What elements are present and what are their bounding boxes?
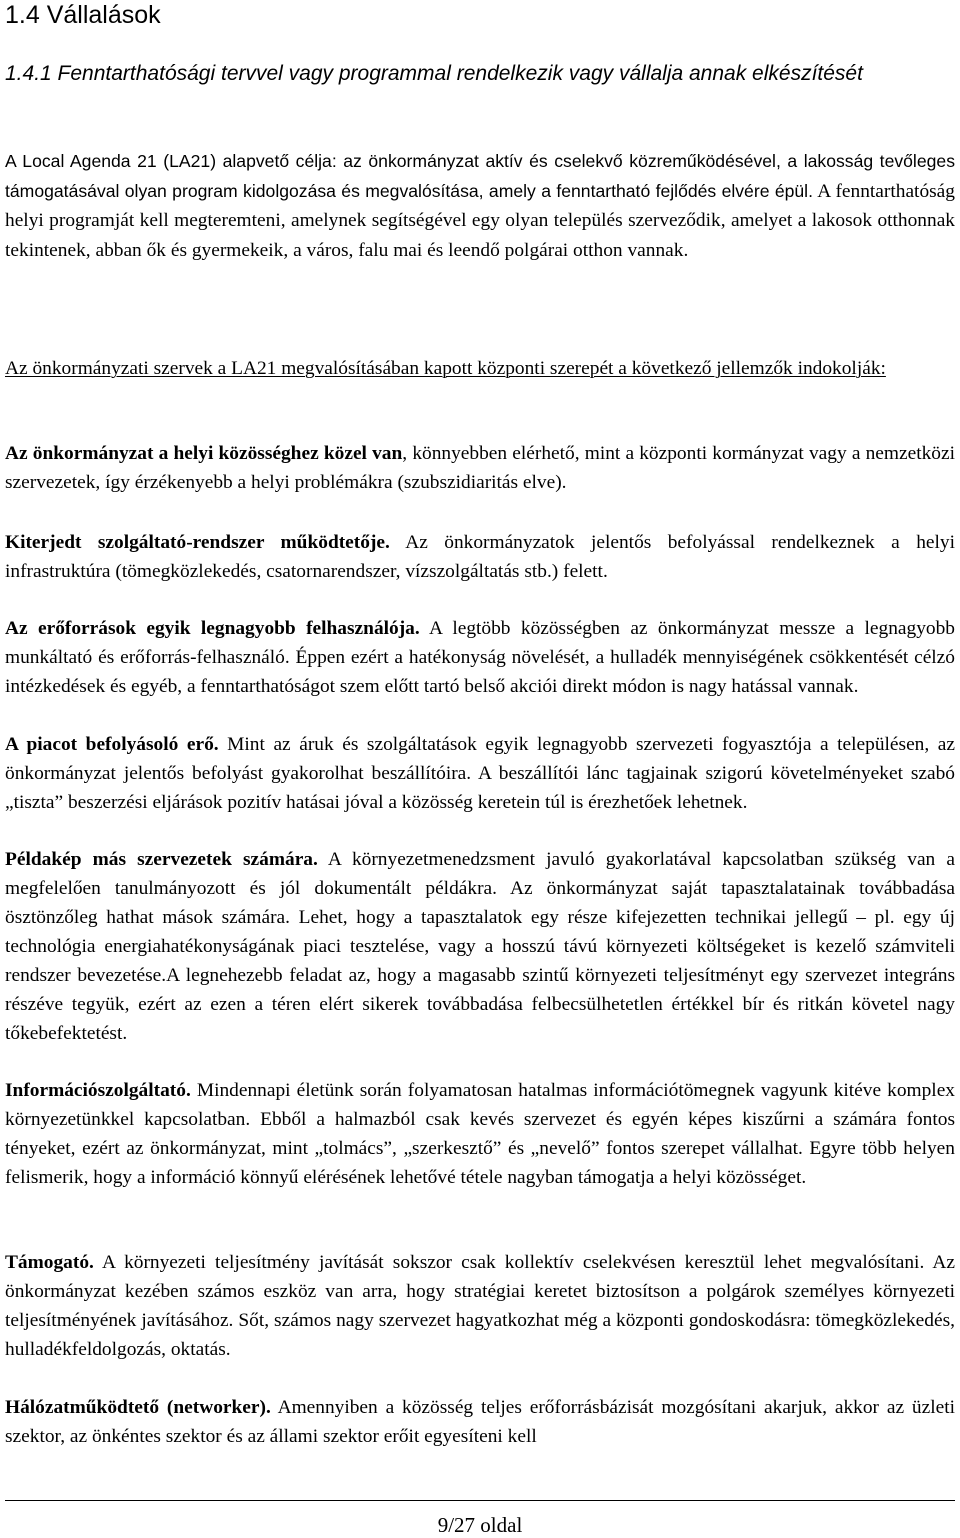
subsection-heading: 1.4.1 Fenntarthatósági tervvel vagy programmal rendelkezik vagy vállalja annak elkészítését	[5, 62, 863, 85]
role-item	[5, 1393, 955, 1451]
role-lead: Kiterjedt szolgáltató-rendszer működtetője.	[5, 532, 390, 553]
role-lead: A piacot befolyásoló erő.	[5, 734, 219, 755]
footer-divider	[5, 1500, 955, 1501]
role-text: Az önkormányzatok jelentős befolyással rendelkeznek a helyi infrastruktúra (tömegközlekedés, csatornarendszer, vízszolgáltatás stb.) felett.	[5, 532, 955, 582]
role-item	[5, 614, 955, 701]
role-item	[5, 1076, 955, 1192]
role-lead: Támogató.	[5, 1252, 94, 1273]
intro-serif-text: A fenntarthatóság helyi programját kell megteremteni, amelynek segítségével egy olyan település szerveződik, amelyet a lakosok otthonnak tekintenek, abban ők és gyermekeik, a város, falu mai és leendő polgárai otthon vannak.	[5, 180, 955, 261]
role-text: A legtöbb közösségben az önkormányzat messze a legnagyobb munkáltató és erőforrás-felhasználó. Éppen ezért a hatékonyság növelését, a hulladék mennyiségének csökkentését célzó intézkedések és egyéb, a fenntarthatóságot szem előtt tartó belső akciói direkt módon is nagy hatással vannak.	[5, 618, 956, 697]
role-lead: Az erőforrások egyik legnagyobb felhasználója.	[5, 618, 420, 639]
role-lead: Hálózatműködtető (networker).	[5, 1397, 271, 1418]
role-intro-text: Az önkormányzati szervek a LA21 megvalósításában kapott központi szerepét a következő jellemzők indokolják:	[5, 358, 886, 379]
role-item	[5, 845, 955, 1048]
role-text: Mint az áruk és szolgáltatások egyik legnagyobb szervezeti fogyasztója a településen, az önkormányzat jelentős befolyást gyakorolhat beszállítóira. A beszállítói lánc tagjainak szigorú követelményeket szabó „tiszta” beszerzési eljárások pozitív hatásai jóval a közösség keretein túl is érezhetőek lehetnek.	[5, 734, 955, 813]
role-lead: Példakép más szervezetek számára.	[5, 849, 318, 870]
role-item	[5, 1248, 955, 1364]
intro-sans-text: A Local Agenda 21 (LA21) alapvető célja: az önkormányzat aktív és cselekvő közreműködésével, a lakosság tevőleges támogatásával olyan program kidolgozása és megvalósítása, amely a fenntartható fejlődés elvére épül.	[5, 151, 955, 201]
role-item	[5, 528, 955, 586]
role-item	[5, 730, 955, 817]
section-heading: 1.4 Vállalások	[5, 1, 161, 29]
role-text: Mindennapi életünk során folyamatosan hatalmas információtömegnek vagyunk kitéve komplex környezetünkkel kapcsolatban. Ebből a halmazból csak kevés szervezet és egyén képes kiszűrni a számára fontos tényeket, ezért az önkormányzat, mint „tolmács”, „szerkesztő” és „nevelő” fontos szerepet vállalhat. Egyre több helyen felismerik, hogy a információ könnyű elérésének lehetővé tétele nagyban támogatja a helyi közösséget.	[5, 1080, 955, 1188]
role-lead: Az önkormányzat a helyi közösséghez közel van	[5, 443, 403, 464]
role-text: A környezetmenedzsment javuló gyakorlatával kapcsolatban szükség van a megfelelően tanulmányozott és jól dokumentált példákra. Az önkormányzat saját tapasztalatainak továbbadása ösztönzőleg hathat mások számára. Lehet, hogy a tapasztalatok egy része kifejezetten technikai jellegű – pl. egy új technológia energiahatékonyságának piaci tesztelése, vagy a hosszú távú környezeti költségeket is kezelő számviteli rendszer bevezetése.A legnehezebb feladat az, hogy a magasabb szintű környezeti teljesítményt egy szervezet integráns részéve tegyük, ezért az ezen a téren elért sikerek továbbadása felbecsülhetetlen értékkel bír és ritkán követel nagy tőkebefektetést.	[5, 849, 955, 1044]
role-text: , könnyebben elérhető, mint a központi kormányzat vagy a nemzetközi szervezetek, így érzékenyebb a helyi problémákra (szubszidiaritás elve).	[5, 443, 955, 493]
role-intro-paragraph	[5, 354, 955, 383]
role-item	[5, 439, 955, 497]
page-number: 9/27 oldal	[437, 1513, 523, 1537]
role-lead: Információszolgáltató.	[5, 1080, 191, 1101]
role-text: A környezeti teljesítmény javítását sokszor csak kollektív cselekvésen keresztül lehet megvalósítani. Az önkormányzat kezében számos eszköz van arra, hogy stratégiai keretet biztosítson a polgárok személyes környezeti teljesítményének javításához. Sőt, számos nagy szervezet hagyatkozhat még a központi gondoskodásra: tömegközlekedés, hulladékfeldolgozás, oktatás.	[5, 1252, 955, 1360]
role-text: Amennyiben a közösség teljes erőforrásbázisát mozgósítani akarjuk, akkor az üzleti szektor, az önkéntes szektor és az állami szektor erőit egyesíteni kell	[5, 1397, 955, 1447]
intro-paragraph	[5, 147, 955, 265]
